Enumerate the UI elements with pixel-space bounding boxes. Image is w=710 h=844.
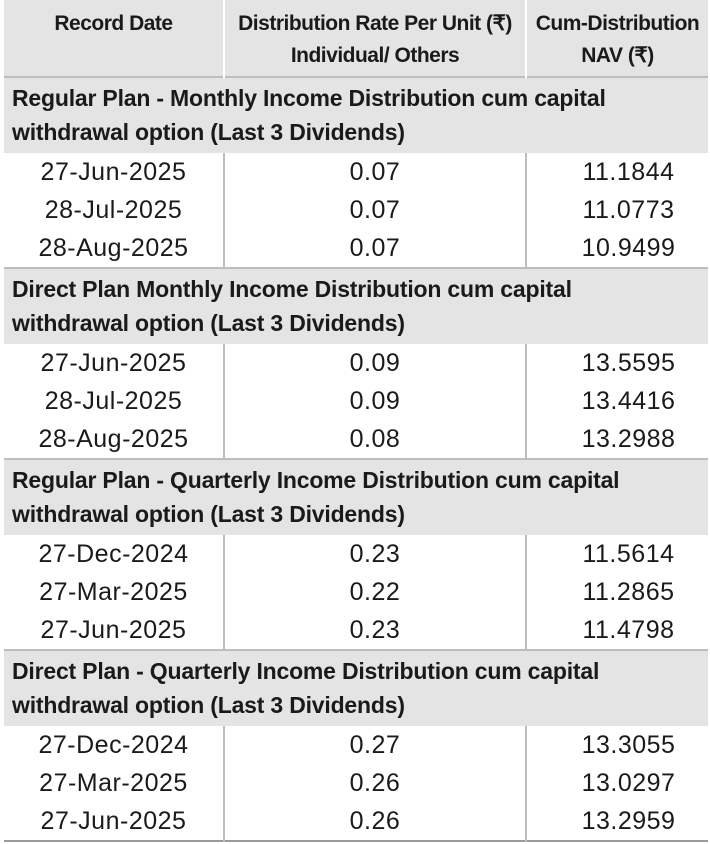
- record-date-cell: 27-Mar-2025: [4, 764, 224, 802]
- distribution-rate-cell: 0.22: [224, 573, 526, 611]
- distribution-rate-cell: 0.26: [224, 764, 526, 802]
- nav-cell: 11.4798: [582, 616, 675, 644]
- section-header-row: [4, 77, 708, 153]
- section-title-line2: withdrawal option (Last 3 Dividends): [12, 310, 405, 336]
- header-nav-line2: NAV (₹): [581, 44, 654, 67]
- table-body: [4, 77, 708, 841]
- section-title-line1: Regular Plan - Quarterly Income Distribution cum capital: [12, 467, 620, 493]
- section-title: [4, 268, 708, 344]
- record-date-cell: 27-Jun-2025: [4, 802, 224, 841]
- section-title-line1: Direct Plan - Quarterly Income Distribution cum capital: [12, 658, 600, 684]
- header-record-date: [4, 0, 224, 77]
- nav-cell: 13.2988: [581, 425, 676, 453]
- distribution-rate-cell: 0.07: [224, 229, 526, 268]
- record-date-cell: 27-Dec-2024: [4, 726, 224, 764]
- record-date-cell: 27-Mar-2025: [4, 573, 224, 611]
- table-header: [4, 0, 708, 77]
- section-header-row: [4, 650, 708, 726]
- nav-cell: 11.5614: [582, 540, 675, 568]
- table-row: [4, 573, 708, 611]
- table-row: [4, 611, 708, 650]
- table-row: [4, 726, 708, 764]
- distribution-rate-cell: 0.07: [224, 191, 526, 229]
- table-row: [4, 802, 708, 841]
- section-header-row: [4, 459, 708, 535]
- section-title-line2: withdrawal option (Last 3 Dividends): [12, 501, 405, 527]
- header-distribution-rate: [224, 0, 526, 77]
- table-row: [4, 382, 708, 420]
- record-date-cell: 28-Aug-2025: [4, 420, 224, 459]
- header-nav-line1: Cum-Distribution: [535, 12, 700, 35]
- table-row: [4, 420, 708, 459]
- record-date-cell: 28-Jul-2025: [4, 382, 224, 420]
- distribution-rate-cell: 0.23: [224, 611, 526, 650]
- nav-cell: 13.0297: [581, 769, 676, 797]
- section-title-line1: Regular Plan - Monthly Income Distribution cum capital: [12, 85, 606, 111]
- record-date-cell: 27-Jun-2025: [4, 611, 224, 650]
- section-title-line2: withdrawal option (Last 3 Dividends): [12, 119, 405, 145]
- section-title-line2: withdrawal option (Last 3 Dividends): [12, 692, 405, 718]
- distribution-rate-cell: 0.09: [224, 344, 526, 382]
- distribution-rate-cell: 0.08: [224, 420, 526, 459]
- header-rate-line1: Distribution Rate Per Unit (₹): [238, 12, 512, 35]
- nav-cell: 10.9499: [581, 234, 676, 262]
- distribution-rate-cell: 0.07: [224, 153, 526, 191]
- header-cum-distribution-nav: [526, 0, 708, 77]
- distribution-rate-cell: 0.26: [224, 802, 526, 841]
- section-title: [4, 77, 708, 153]
- section-title: [4, 650, 708, 726]
- section-header-row: [4, 268, 708, 344]
- nav-cell: 13.2959: [581, 807, 676, 835]
- table-row: [4, 344, 708, 382]
- table-row: [4, 229, 708, 268]
- table-row: [4, 764, 708, 802]
- distribution-rate-cell: 0.09: [224, 382, 526, 420]
- nav-cell: 11.1844: [582, 158, 675, 186]
- record-date-cell: 27-Dec-2024: [4, 535, 224, 573]
- record-date-cell: 28-Aug-2025: [4, 229, 224, 268]
- distribution-history-table: [4, 0, 708, 842]
- header-record-date-label: Record Date: [54, 12, 173, 35]
- nav-cell: 11.0773: [582, 196, 675, 224]
- record-date-cell: 27-Jun-2025: [4, 153, 224, 191]
- nav-cell: 11.2865: [582, 578, 675, 606]
- nav-cell: 13.5595: [581, 349, 676, 377]
- table-row: [4, 535, 708, 573]
- distribution-rate-cell: 0.27: [224, 726, 526, 764]
- table-row: [4, 191, 708, 229]
- distribution-rate-cell: 0.23: [224, 535, 526, 573]
- header-row: [4, 0, 708, 77]
- table-row: [4, 153, 708, 191]
- nav-cell: 13.3055: [581, 731, 676, 759]
- nav-cell: 13.4416: [581, 387, 676, 415]
- record-date-cell: 27-Jun-2025: [4, 344, 224, 382]
- record-date-cell: 28-Jul-2025: [4, 191, 224, 229]
- header-rate-line2: Individual/ Others: [290, 44, 460, 67]
- section-title: [4, 459, 708, 535]
- section-title-line1: Direct Plan Monthly Income Distribution cum capital: [12, 276, 572, 302]
